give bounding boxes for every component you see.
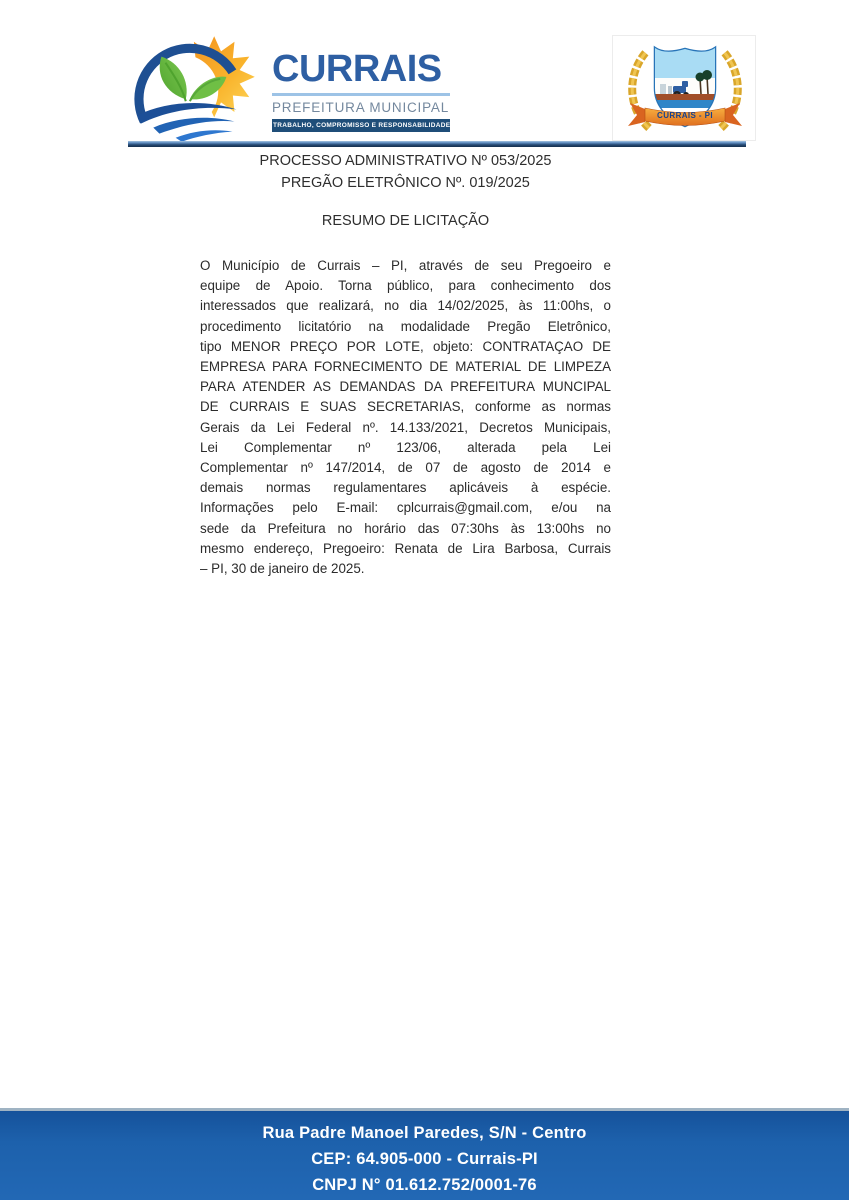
body-text-line: PARA ATENDER AS DEMANDAS DA PREFEITURA MUNCIPAL <box>200 379 611 395</box>
body-text-line: demais normas regulamentares aplicáveis à espécie. <box>200 480 611 496</box>
document-subtitle: RESUMO DE LICITAÇÃO <box>321 213 490 229</box>
logo-city-name: CURRAIS <box>272 50 450 96</box>
logo-text-block <box>272 50 450 132</box>
logo-subtitle: PREFEITURA MUNICIPAL <box>272 100 450 115</box>
body-text-line: sede da Prefeitura no horário das 07:30hs às 13:00hs no <box>200 520 611 536</box>
sun-leaves-waves-icon <box>131 30 271 144</box>
body-text-line: equipe de Apoio. Torna público, para conhecimento dos <box>200 278 611 294</box>
coat-of-arms-icon <box>613 36 755 140</box>
body-text-line: – PI, 30 de janeiro de 2025. <box>200 561 365 577</box>
body-text-line: Lei Complementar nº 123/06, alterada pela Lei <box>200 439 611 455</box>
crest-ribbon-text: CURRAIS - PI <box>657 111 713 120</box>
document-titles <box>200 150 611 232</box>
logo-tagline-badge: TRABALHO, COMPROMISSO E RESPONSABILIDADE <box>272 119 450 132</box>
body-text-line: mesmo endereço, Pregoeiro: Renata de Lira Barbosa, Currais <box>200 540 611 556</box>
municipal-crest <box>613 36 755 140</box>
body-text-line: DE CURRAIS E SUAS SECRETARIAS, conforme as normas <box>200 399 611 415</box>
body-text-line: O Município de Currais – PI, através de seu Pregoeiro e <box>200 258 611 273</box>
body-text-line: Complementar nº 147/2014, de 07 de agosto de 2014 e <box>200 460 611 476</box>
header-divider <box>128 141 746 147</box>
body-text-line: interessados que realizará, no dia 14/02/2025, às 11:00hs, o <box>200 298 611 314</box>
footer-address: Rua Padre Manoel Paredes, S/N - Centro <box>262 1124 587 1142</box>
footer <box>0 1108 849 1200</box>
body-text-line: tipo MENOR PREÇO POR LOTE, objeto: CONTRATAÇAO DE <box>200 338 611 354</box>
footer-band <box>0 1111 849 1200</box>
footer-cep: CEP: 64.905-000 - Currais-PI <box>311 1150 538 1168</box>
process-number-title: PROCESSO ADMINISTRATIVO Nº 053/2025 <box>259 153 552 169</box>
body-paragraph <box>200 256 611 579</box>
body-text-line: EMPRESA PARA FORNECIMENTO DE MATERIAL DE LIMPEZA <box>200 359 611 375</box>
body-text-line: Gerais da Lei Federal nº. 14.133/2021, Decretos Municipais, <box>200 419 611 435</box>
body-text-line: Informações pelo E-mail: cplcurrais@gmail.com, e/ou na <box>200 500 611 516</box>
body-text-line: procedimento licitatório na modalidade Pregão Eletrônico, <box>200 318 611 334</box>
prefeitura-logo <box>131 30 450 144</box>
auction-number-title: PREGÃO ELETRÔNICO Nº. 019/2025 <box>281 175 530 191</box>
footer-cnpj: CNPJ N° 01.612.752/0001-76 <box>312 1176 537 1194</box>
